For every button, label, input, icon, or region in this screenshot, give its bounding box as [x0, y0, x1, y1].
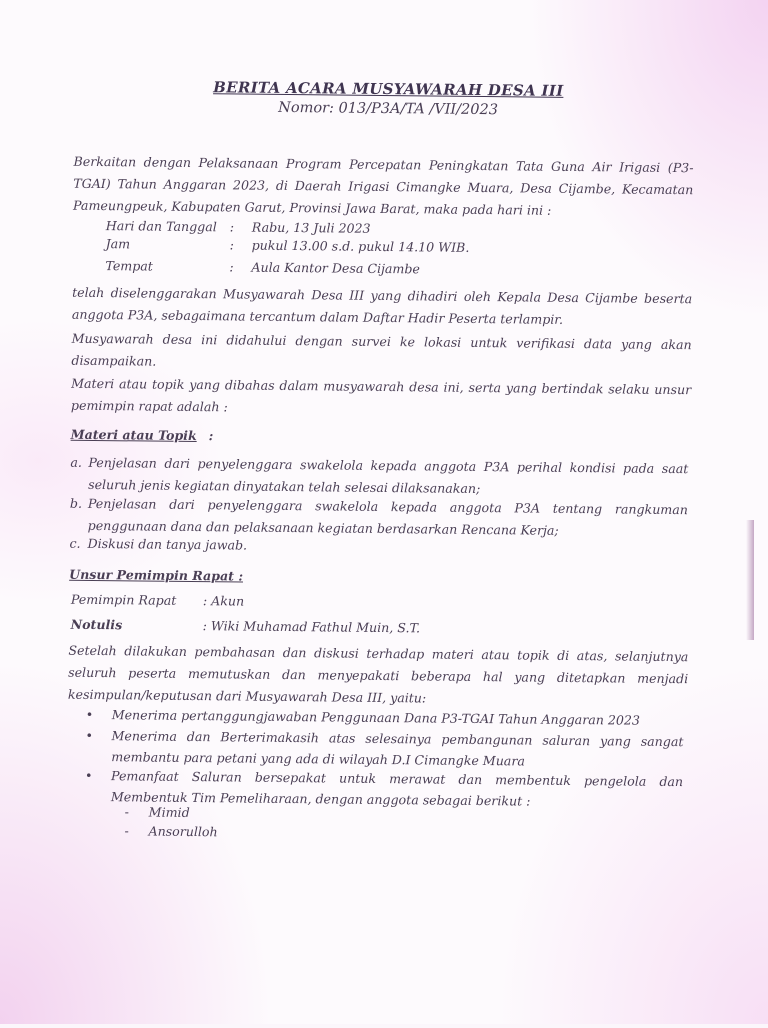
detail-separator: :	[229, 259, 234, 275]
member-name: Mimid	[148, 804, 190, 820]
survey-paragraph: Musyawarah desa ini didahului dengan survei ke lokasi untuk verifikasi data yang akan disampaikan.	[71, 330, 692, 369]
notulis-label: Notulis	[70, 616, 123, 633]
member-item	[124, 820, 217, 842]
decision-text: Pemanfaat Saluran bersepakat untuk merawat dan membentuk pengelola dan Membentuk Tim Pemeliharaan, dengan anggota sebagai berikut :	[110, 768, 684, 809]
detail-label: Hari dan Tanggal	[105, 218, 217, 235]
decision-intro-paragraph: Setelah dilakukan pembahasan dan diskusi terhadap materi atau topik di atas, selanjutnya seluruh peserta memutuskan dan menyepakati beberapa hal yang ditetapkan menjadi kesimpulan/keputusan dari Musyawarah Desa III, yaitu:	[67, 642, 689, 706]
detail-separator: :	[229, 219, 235, 235]
list-text: Penjelasan dari penyelenggara swakelola kepada anggota P3A perihal kondisi pada saat seluruh jenis kegiatan dinyatakan telah selesai dilaksanakan;	[88, 454, 689, 497]
detail-value: Aula Kantor Desa Cijambe	[251, 259, 421, 277]
attendance-paragraph: telah diselenggarakan Musyawarah Desa III yang dihadiri oleh Kepala Desa Cijambe beserta anggota P3A, sebagaimana tercantum dalam Daftar Hadir Peserta terlampir.	[71, 284, 693, 327]
topics-intro-paragraph: Materi atau topik yang dibahas dalam musyawarah desa ini, serta yang bertindak selaku unsur pemimpin rapat adalah :	[70, 375, 692, 415]
decision-text: Menerima dan Berterimakasih atas selesainya pembangunan saluran yang sangat membantu para petani yang ada di wilayah D.I Cimangke Muara	[111, 728, 684, 769]
detail-row-place	[105, 255, 420, 280]
list-text: Penjelasan dari penyelenggara swakelola kepada anggota P3A tentang rangkuman penggunaan dana dan pelaksanaan kegiatan berdasarkan Rencana Kerja;	[87, 495, 688, 538]
notulis-value: : Wiki Muhamad Fathul Muin, S.T.	[202, 618, 421, 636]
bullet-marker: •	[85, 767, 93, 783]
detail-label: Jam	[105, 236, 131, 252]
list-marker: a.	[70, 454, 82, 470]
detail-value: Rabu, 13 Juli 2023	[251, 219, 371, 236]
notulis-row	[71, 614, 421, 640]
detail-separator: :	[229, 237, 234, 253]
detail-value: pukul 13.00 s.d. pukul 14.10 WIB.	[251, 237, 470, 255]
list-text: Diskusi dan tanya jawab.	[87, 535, 248, 553]
materi-heading	[71, 427, 197, 443]
list-marker: c.	[69, 535, 81, 551]
decision-text: Menerima pertanggungjawaban Penggunaan Dana P3-TGAI Tahun Anggaran 2023	[111, 707, 641, 728]
dash-marker: -	[124, 804, 130, 820]
intro-paragraph: Berkaitan dengan Pelaksanaan Program Percepatan Peningkatan Tata Guna Air Irigasi (P3-TGAI) Tahun Anggaran 2023, di Daerah Irigasi Cimangke Muara, Desa Cijambe, Kecamatan Pameungpeuk, Kabupaten Garut, Provinsi Jawa Barat, maka pada hari ini :	[72, 153, 694, 218]
member-name: Ansorulloh	[148, 823, 218, 840]
bullet-marker: •	[85, 727, 94, 743]
materi-heading-text: Materi atau Topik	[70, 426, 197, 444]
pemimpin-value: : Akun	[202, 593, 245, 609]
dash-marker: -	[124, 823, 129, 839]
pemimpin-heading: Unsur Pemimpin Rapat :	[69, 566, 244, 584]
document-number: Nomor: 013/P3A/TA /VII/2023	[278, 99, 499, 119]
materi-heading-colon: :	[208, 428, 214, 444]
pemimpin-label: Pemimpin Rapat	[70, 591, 177, 608]
list-marker: b.	[69, 495, 83, 511]
detail-label: Tempat	[105, 258, 153, 274]
document-title: BERITA ACARA MUSYAWARAH DESA III	[213, 78, 564, 100]
pemimpin-rapat-row	[71, 589, 244, 613]
bullet-marker: •	[85, 706, 94, 722]
